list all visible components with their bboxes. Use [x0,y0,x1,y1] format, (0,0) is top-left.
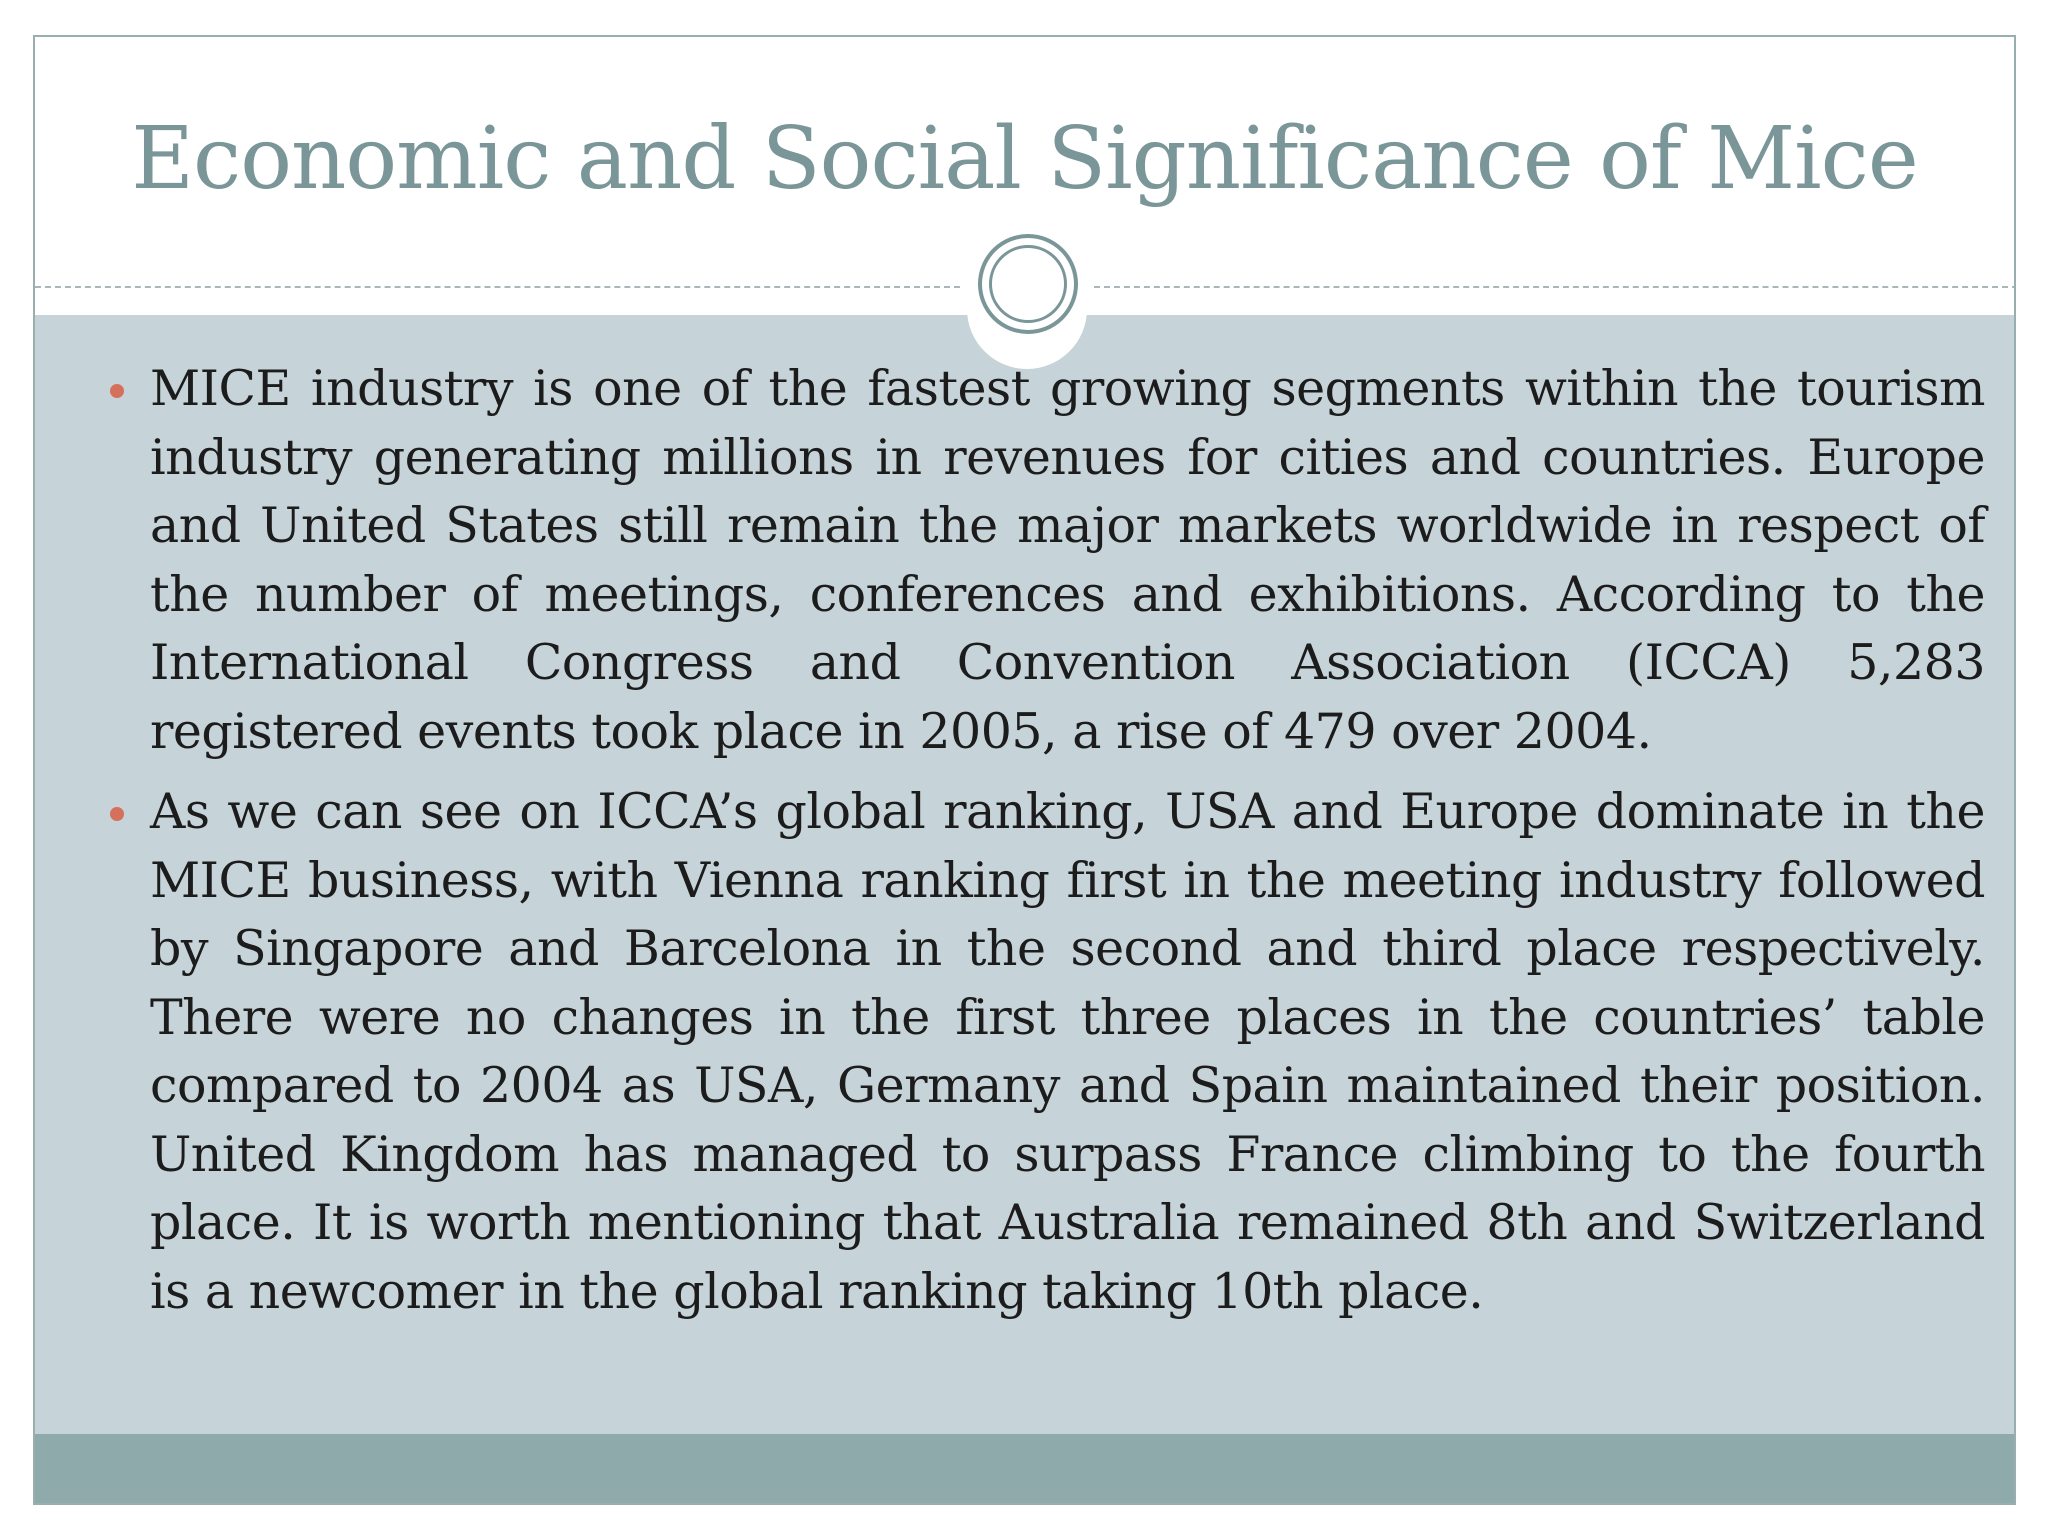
title-divider-right [1094,286,2016,288]
bullet-item [150,778,1985,1326]
footer-band [35,1434,2014,1505]
title-divider-left [35,286,960,288]
slide [33,35,2016,1505]
bullet-list [150,355,1985,1338]
double-ring-icon [978,234,1078,334]
bullet-text: As we can see on ICCA’s global ranking, USA and Europe dominate in the MICE business, with Vienna ranking first in the meeting industry followed by Singapore and Barcelona in the second and third place respectively. There were no changes in the first three places in the countries’ table compared to 2004 as USA, Germany and Spain maintained their position. United Kingdom has managed to surpass France climbing to the fourth place. It is worth mentioning that Australia remained 8th and Switzerland is a newcomer in the global ranking taking 10th place. [150,783,1985,1320]
bullet-item [150,355,1985,766]
bullet-dot-icon [110,384,124,398]
bullet-text: MICE industry is one of the fastest growing segments within the tourism industry generating millions in revenues for cities and countries. Europe and United States still remain the major markets worldwide in respect of the number of meetings, conferences and exhibitions. According to the International Congress and Convention Association (ICCA) 5,283 registered events took place in 2005, a rise of 479 over 2004. [150,360,1985,760]
ring-inner [989,245,1067,323]
slide-title: Economic and Social Significance of Mice [131,109,1918,209]
bullet-dot-icon [110,807,124,821]
